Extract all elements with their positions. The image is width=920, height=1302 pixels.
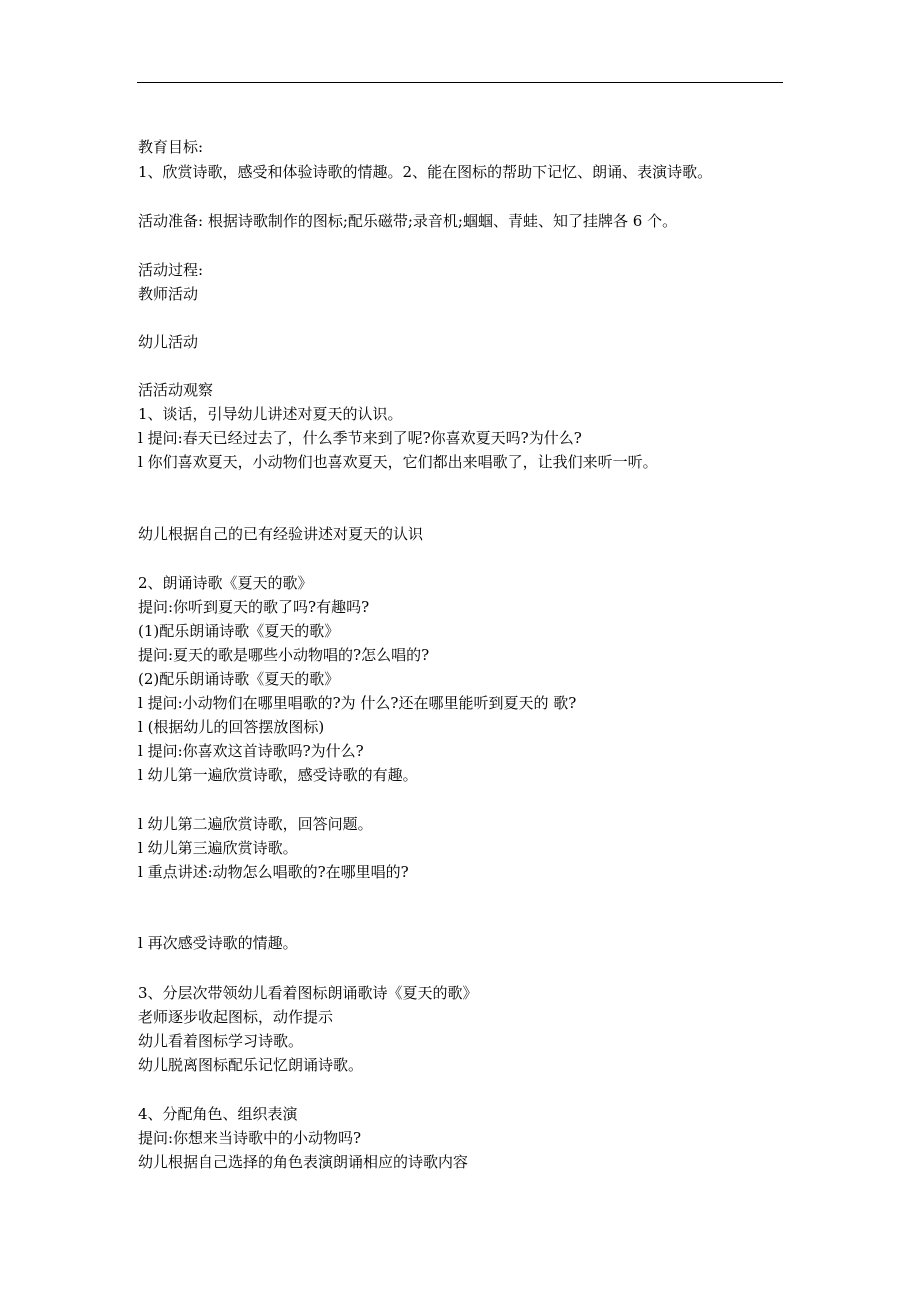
section-heading-goals: 教育目标: [138, 138, 204, 156]
header-rule [137, 82, 783, 83]
step-2-item: (2)配乐朗诵诗歌《夏天的歌》 [138, 670, 340, 688]
step-4-heading: 4、分配角色、组织表演 [138, 1105, 298, 1123]
step-2-item: 提问:夏天的歌是哪些小动物唱的?怎么唱的? [138, 646, 430, 664]
step-1-item: l 你们喜欢夏天，小动物们也喜欢夏天，它们都出来唱歌了，让我们来听一听。 [138, 453, 658, 471]
observation-label: 活活动观察 [138, 381, 214, 399]
step-1-item: l 提问:春天已经过去了，什么季节来到了呢?你喜欢夏天吗?为什么? [138, 429, 582, 447]
section-heading-process: 活动过程: [138, 261, 204, 279]
step-3-item: 幼儿看着图标学习诗歌。 [138, 1032, 304, 1050]
child-response-text: 幼儿根据自己的已有经验讲述对夏天的认识 [138, 525, 424, 543]
step-3-item: 老师逐步收起图标，动作提示 [138, 1008, 334, 1026]
step-2-heading: 2、朗诵诗歌《夏天的歌》 [138, 574, 313, 592]
step-2-item: l 提问:你喜欢这首诗歌吗?为什么? [138, 742, 364, 760]
step-4-item: 提问:你想来当诗歌中的小动物吗? [138, 1129, 362, 1147]
step-4-item: 幼儿根据自己选择的角色表演朗诵相应的诗歌内容 [138, 1153, 469, 1171]
preparation-text: 活动准备: 根据诗歌制作的图标;配乐磁带;录音机;蝈蝈、青蛙、知了挂牌各 6 个。 [138, 212, 678, 230]
child-activity-label: 幼儿活动 [138, 333, 199, 351]
step-2-item: 提问:你听到夏天的歌了吗?有趣吗? [138, 598, 370, 616]
teacher-activity-label: 教师活动 [138, 285, 199, 303]
step-2-item: (1)配乐朗诵诗歌《夏天的歌》 [138, 622, 340, 640]
step-3-item: 幼儿脱离图标配乐记忆朗诵诗歌。 [138, 1056, 364, 1074]
step-2-item: l 幼儿第三遍欣赏诗歌。 [138, 839, 298, 857]
step-3-heading: 3、分层次带领幼儿看着图标朗诵歌诗《夏天的歌》 [138, 984, 478, 1002]
step-2-item: l 幼儿第一遍欣赏诗歌，感受诗歌的有趣。 [138, 766, 418, 784]
step-2-item: l 幼儿第二遍欣赏诗歌，回答问题。 [138, 815, 373, 833]
step-1-heading: 1、谈话，引导幼儿讲述对夏天的认识。 [138, 405, 403, 423]
goals-text: 1、欣赏诗歌，感受和体验诗歌的情趣。2、能在图标的帮助下记忆、朗诵、表演诗歌。 [138, 163, 713, 181]
step-2-item: l 重点讲述:动物怎么唱歌的?在哪里唱的? [138, 863, 409, 881]
step-2-item: l 再次感受诗歌的情趣。 [138, 934, 298, 952]
step-2-item: l 提问:小动物们在哪里唱歌的?为 什么?还在哪里能听到夏天的 歌? [138, 694, 577, 712]
step-2-item: l (根据幼儿的回答摆放图标) [138, 718, 325, 736]
